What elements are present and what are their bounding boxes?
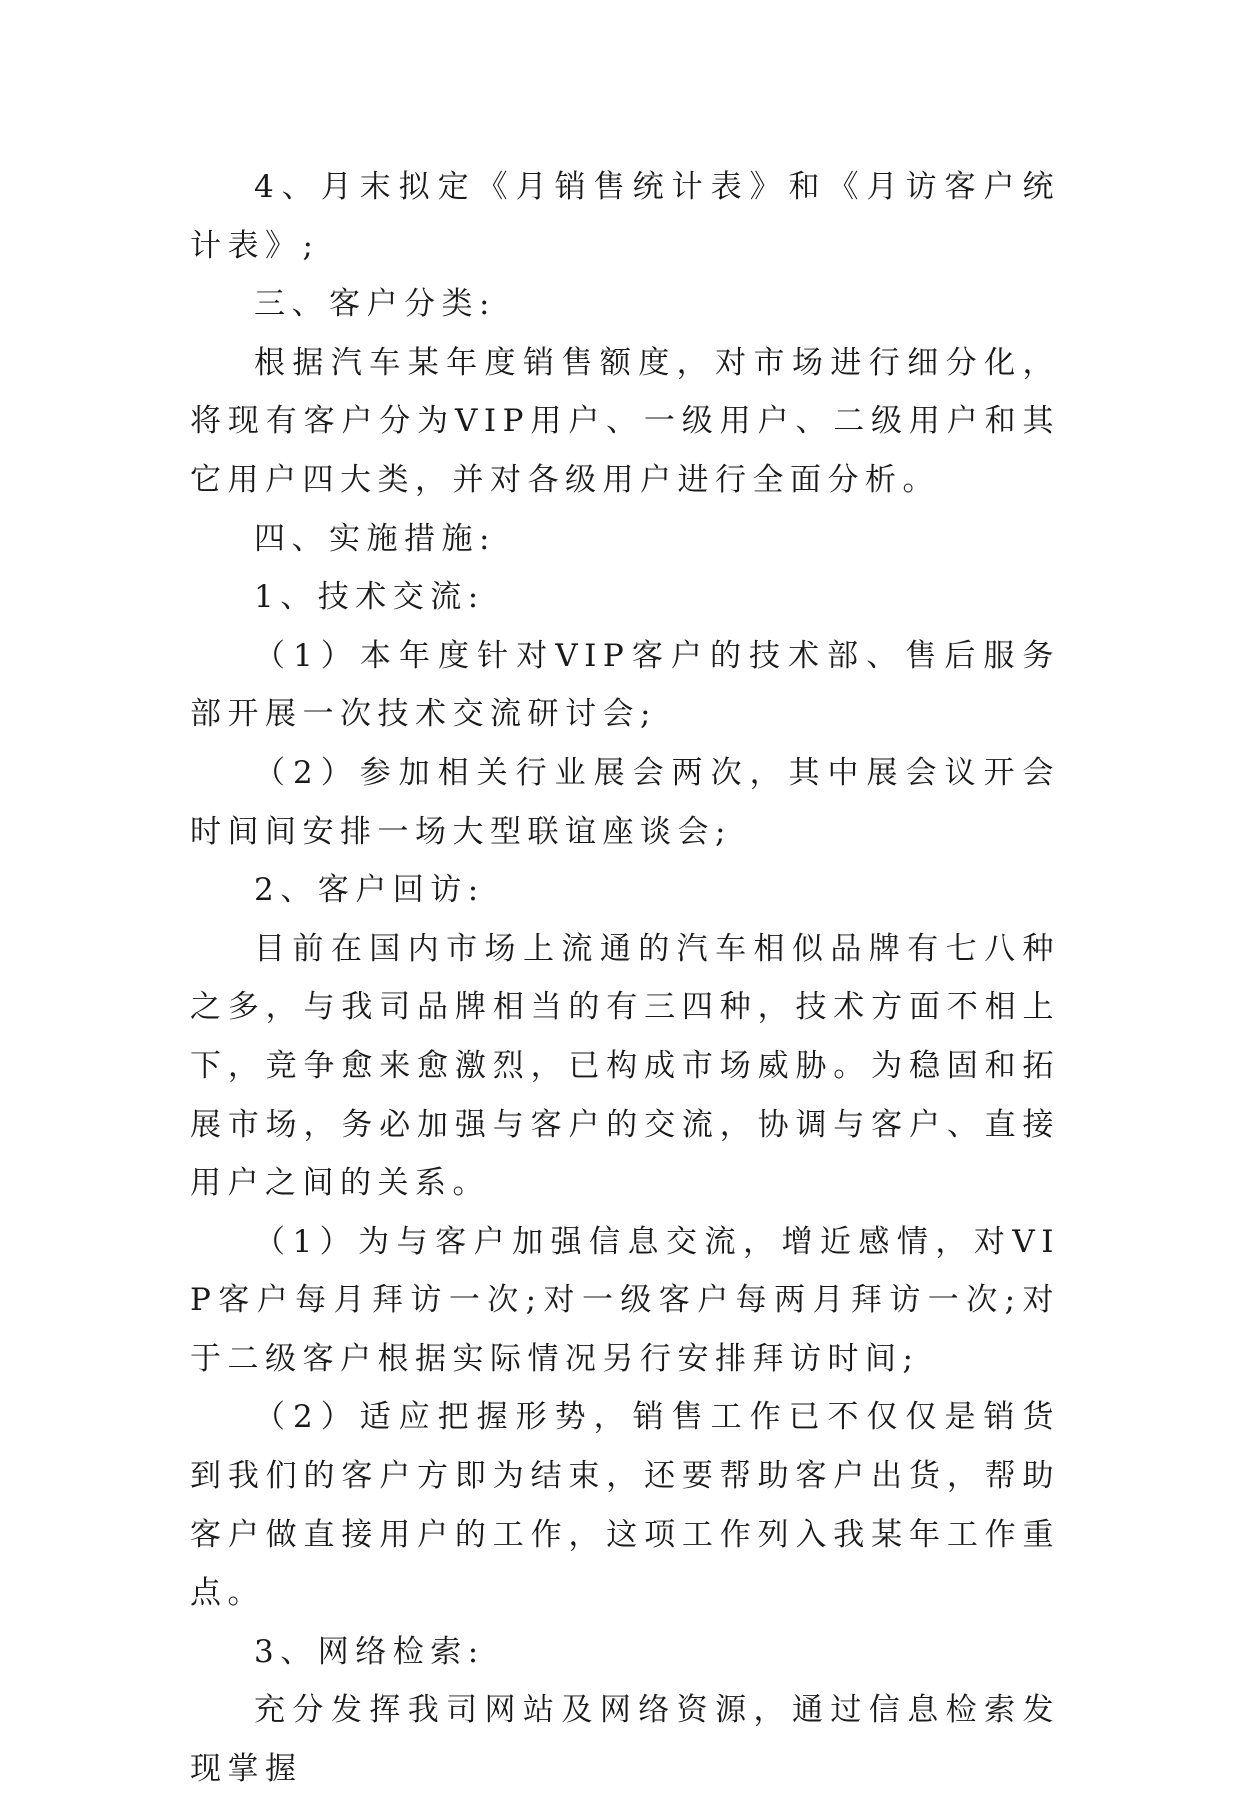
paragraph-technical-exchange-1: （1）本年度针对VIP客户的技术部、售后服务部开展一次技术交流研讨会; [190, 637, 1060, 733]
paragraph-technical-exchange-2: （2）参加相关行业展会两次，其中展会议开会时间间安排一场大型联谊座谈会; [190, 754, 1060, 850]
paragraph-market-situation: 目前在国内市场上流通的汽车相似品牌有七八种之多，与我司品牌相当的有三四种，技术方面不相上下，竞争愈来愈激烈，已构成市场威胁。为稳固和拓展市场，务必加强与客户的交流，协调与客户、直接用户之间的关系。 [190, 930, 1060, 1202]
paragraph-network-search: 充分发挥我司网站及网络资源，通过信息检索发现掌握 [190, 1692, 1060, 1788]
paragraph-customer-visits-2: （2）适应把握形势，销售工作已不仅仅是销货到我们的客户方即为结束，还要帮助客户出货，帮助客户做直接用户的工作，这项工作列入我某年工作重点。 [190, 1399, 1060, 1612]
paragraph-customer-visits-1: （1）为与客户加强信息交流，增近感情，对VIP客户每月拜访一次;对一级客户每两月拜访一次;对于二级客户根据实际情况另行安排拜访时间; [190, 1223, 1060, 1377]
heading-customer-visits: 2、客户回访: [254, 872, 485, 909]
heading-customer-classification: 三、客户分类: [254, 286, 496, 323]
paragraph-customer-classification: 根据汽车某年度销售额度，对市场进行细分化，将现有客户分为VIP用户、一级用户、二级用户和其它用户四大类，并对各级用户进行全面分析。 [190, 344, 1060, 498]
document-body [190, 158, 1060, 1799]
heading-network-search: 3、网络检索: [254, 1633, 485, 1670]
heading-technical-exchange: 1、技术交流: [254, 579, 485, 616]
heading-implementation-measures: 四、实施措施: [254, 520, 496, 557]
paragraph-monthly-report: 4、月末拟定《月销售统计表》和《月访客户统计表》; [190, 169, 1060, 264]
